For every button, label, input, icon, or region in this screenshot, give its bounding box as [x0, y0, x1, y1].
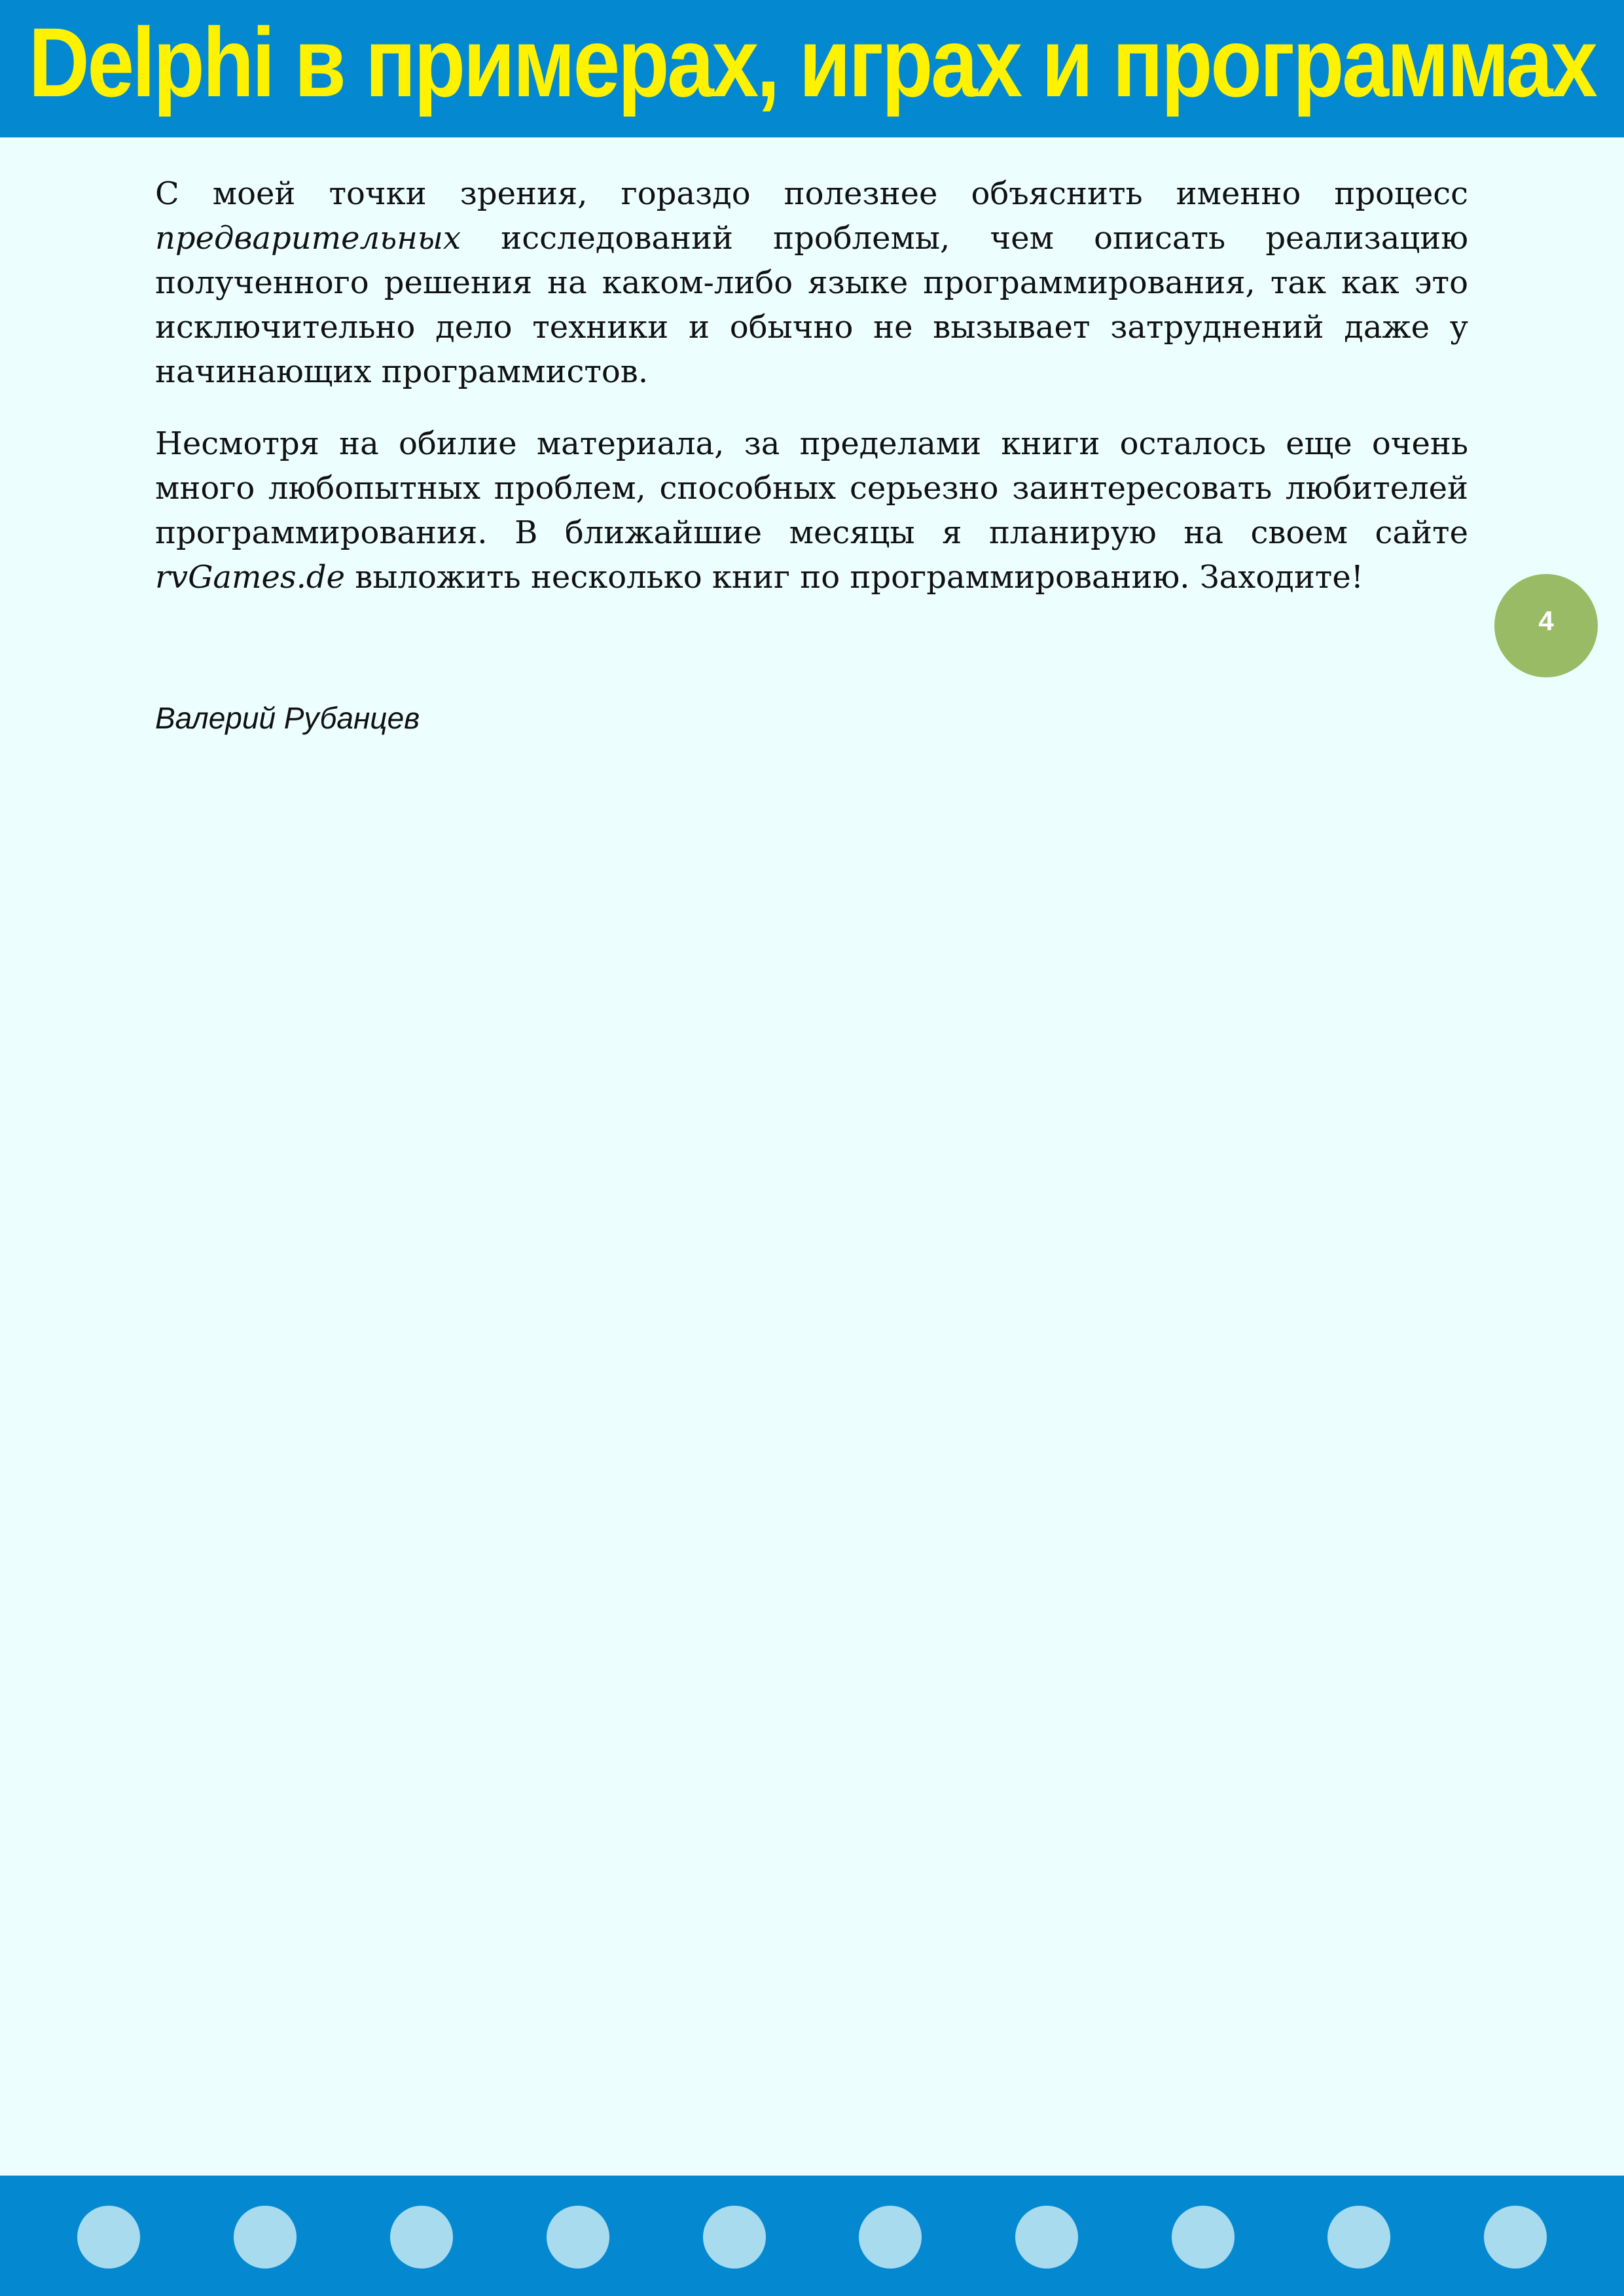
body-content: [155, 171, 1468, 627]
paragraph-1-italic: предварительных: [155, 220, 461, 257]
paragraph-2: [155, 422, 1468, 600]
site-name: rvGames.de: [155, 559, 345, 596]
author-signature: Валерий Рубанцев: [155, 701, 420, 735]
paragraph-2-text-a: Несмотря на обилие материала, за пределами книги осталось еще очень много любопытных проблем, способных серьезно заинтересовать любителей программирования. В ближайшие месяцы я планирую на своем сайте: [155, 425, 1468, 551]
paragraph-1-text-b: исследований проблемы, чем описать реализацию полученного решения на каком-либо языке программирования, так как это исключительно дело техники и обычно не вызывает затруднений даже у начинающих программистов.: [155, 220, 1468, 390]
footer-dot-icon: [859, 2206, 922, 2269]
footer-dot-icon: [1015, 2206, 1078, 2269]
footer-band: [0, 2176, 1624, 2296]
footer-dot-icon: [234, 2206, 297, 2269]
footer-dot-icon: [547, 2206, 609, 2269]
paragraph-2-text-b: выложить несколько книг по программированию. Заходите!: [344, 559, 1364, 596]
footer-dot-icon: [703, 2206, 766, 2269]
paragraph-1-text-a: С моей точки зрения, гораздо полезнее объяснить именно процесс: [155, 175, 1468, 212]
page-number-badge: 4: [1494, 574, 1598, 677]
footer-dot-icon: [1327, 2206, 1390, 2269]
footer-dot-icon: [390, 2206, 453, 2269]
footer-dot-icon: [77, 2206, 140, 2269]
footer-dot-icon: [1172, 2206, 1235, 2269]
footer-dot-icon: [1484, 2206, 1547, 2269]
page-header-title: Delphi в примерах, играх и программах: [28, 7, 1596, 117]
header-band: [0, 0, 1624, 137]
paragraph-1: [155, 171, 1468, 394]
